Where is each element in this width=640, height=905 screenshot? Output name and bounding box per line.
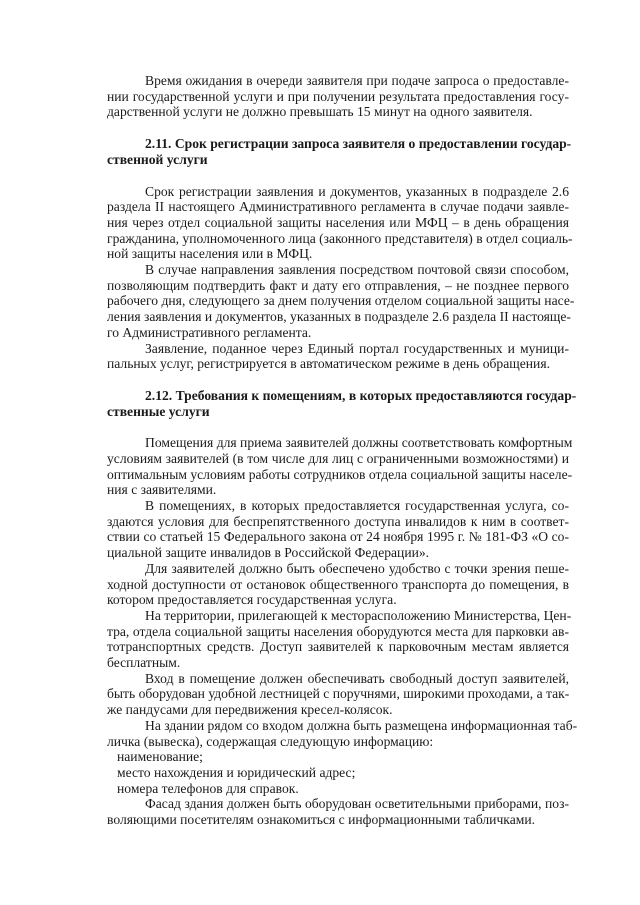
text-line: На здании рядом со входом должна быть размещена информационная таб- [145, 717, 578, 733]
paragraph-registration-term [107, 183, 573, 262]
text-line: тра, отдела социальной защиты населения оборудуются места для парковки ав- [107, 623, 569, 639]
paragraph-transport-access [107, 561, 569, 608]
text-line: пальных услуг, регистрируется в автоматическом режиме в день обращения. [107, 356, 550, 372]
text-line: Фасад здания должен быть оборудован осветительными приборами, поз- [145, 796, 569, 812]
text-line: го Административного регламента. [107, 324, 312, 340]
paragraph-postal-submission [107, 262, 575, 340]
text-line: ния через отдел социальной защиты населения или МФЦ – в день обращения [107, 214, 569, 230]
section-heading-2-12 [107, 387, 577, 419]
section-heading-2-11 [107, 136, 572, 167]
text-line: ной защиты населения или в МФЦ. [107, 246, 313, 262]
text-line: тотранспортных средств. Доступ заявителей к парковочным местам является [107, 639, 569, 655]
list-item: номера телефонов для справок. [117, 780, 299, 796]
paragraph-disabled-access [107, 498, 569, 561]
heading-line: 2.12. Требования к помещениям, в которых предоставляются государ- [145, 387, 577, 403]
paragraph-parking [107, 608, 572, 671]
text-line: ходной доступности от остановок общественного транспорта до помещения, в [107, 576, 569, 592]
text-line: Вход в помещение должен обеспечивать свободный доступ заявителей, [145, 670, 569, 686]
heading-line: ственные услуги [107, 403, 210, 419]
paragraph-waiting-time [107, 73, 569, 120]
list-item: место нахождения и юридический адрес; [117, 764, 356, 780]
text-line: гражданина, уполномоченного лица (законного представителя) в отдел социаль- [107, 230, 573, 246]
text-line: В случае направления заявления посредством почтовой связи способом, [145, 262, 569, 277]
text-line: Помещения для приема заявителей должны соответствовать комфортным [145, 435, 573, 451]
text-line: Для заявителей должно быть обеспечено удобство с точки зрения пеше- [145, 560, 569, 576]
text-line: В помещениях, в которых предоставляется государственная услуга, со- [145, 498, 569, 514]
paragraph-info-sign [107, 717, 578, 749]
text-line: ния с заявителями. [107, 482, 217, 498]
text-line: позволяющим подтвердить факт и дату его отправления, – не позднее первого [107, 277, 569, 293]
text-line: раздела II настоящего Административного регламента в случае подачи заявле- [107, 199, 569, 215]
text-line: здаются условия для беспрепятственного доступа инвалидов к ним в соответ- [107, 513, 569, 529]
text-line: Время ожидания в очереди заявителя при подаче запроса о предоставле- [145, 73, 569, 88]
text-line: рабочего дня, следующего за днем получения отделом социальной защиты насе- [107, 293, 575, 309]
text-line: Срок регистрации заявления и документов, указанных в подразделе 2.6 [145, 183, 569, 199]
paragraph-premises [107, 435, 573, 498]
sign-info-list [107, 749, 569, 796]
text-line: условиям заявителей (в том числе для лиц с ограниченными возможностями) и [107, 450, 569, 466]
text-line: котором предоставляется государственная услуга. [107, 592, 397, 608]
text-line: ления заявления и документов, указанных в подразделе 2.6 раздела II настояще- [107, 309, 571, 325]
paragraph-facade [107, 796, 569, 827]
list-item: наименование; [117, 749, 203, 765]
text-line: дарственной услуги не должно превышать 15 минут на одного заявителя. [107, 104, 533, 120]
heading-line: 2.11. Срок регистрации запроса заявителя о предоставлении государ- [145, 136, 572, 152]
paragraph-portal-registration [107, 341, 569, 372]
text-line: ствии со статьей 15 Федерального закона от 24 ноября 1995 г. № 181-ФЗ «О со- [107, 529, 569, 545]
text-line: воляющими посетителям ознакомиться с информационными табличками. [107, 812, 535, 828]
text-line: Заявление, поданное через Единый портал государственных и муници- [145, 340, 569, 356]
text-line: же пандусами для передвижения кресел-колясок. [107, 702, 393, 718]
text-line: нии государственной услуги и при получении результата предоставления госу- [107, 88, 569, 104]
text-line: личка (вывеска), содержащая следующую информацию: [107, 733, 434, 749]
heading-line: ственной услуги [107, 151, 208, 167]
text-line: бесплатным. [107, 655, 181, 671]
text-line: циальной защите инвалидов в Российской Федерации». [107, 545, 430, 561]
text-line: оптимальным условиям работы сотрудников отдела социальной защиты населе- [107, 466, 573, 482]
paragraph-entrance [107, 671, 569, 718]
text-line: На территории, прилегающей к месторасположению Министерства, Цен- [145, 608, 572, 623]
text-line: быть оборудован удобной лестницей с поручнями, широкими проходами, а так- [107, 686, 570, 702]
